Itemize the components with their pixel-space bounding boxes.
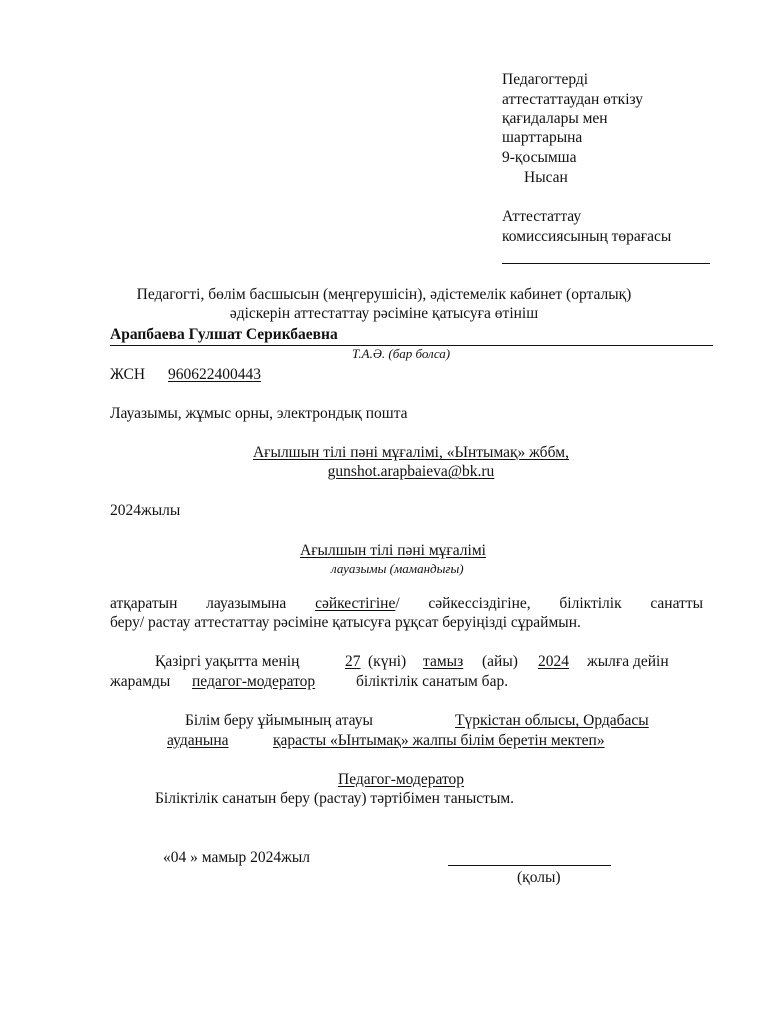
current-text-1: Қазіргі уақытта менің xyxy=(155,653,300,670)
organization-value-1: Түркістан облысы, Ордабасы xyxy=(455,712,649,729)
header-line-3: қағидалары мен xyxy=(502,110,608,127)
current-day: 27 xyxy=(345,653,361,670)
header-line-6: Нысан xyxy=(524,169,568,186)
current-month: тамыз xyxy=(423,653,464,670)
request-text-2: / сәйкессіздігіне, біліктілік санатты xyxy=(395,595,704,612)
current-text-5: жарамды xyxy=(110,673,171,690)
header-line-1: Педагогтерді xyxy=(502,71,589,88)
target-category: Педагог-модератор xyxy=(338,771,465,788)
request-line-1 xyxy=(110,594,703,614)
position-workplace: Ағылшын тілі пәні мұғалімі, «Ынтымақ» жббм, xyxy=(252,444,569,461)
request-conformity: сәйкестігіне xyxy=(315,595,396,612)
current-text-4: жылға дейін xyxy=(587,653,669,670)
current-text-6: біліктілік санатым бар. xyxy=(356,673,509,690)
current-category: педагог-модератор xyxy=(192,673,316,690)
year-text: 2024жылы xyxy=(110,502,181,519)
position-value: Ағылшын тілі пәні мұғалімі xyxy=(300,542,486,559)
acquainted-text: Біліктілік санатын беру (растау) тәртібімен таныстым. xyxy=(155,790,515,807)
signature-line xyxy=(448,865,611,866)
request-line-2: беру/ растау аттестаттау рәсіміне қатысуға рұқсат беруіңізді сұраймын. xyxy=(110,614,581,631)
current-text-2: (күні) xyxy=(368,653,407,670)
iin-value: 960622400443 xyxy=(168,366,261,383)
organization-label: Білім беру ұйымының атауы xyxy=(185,712,373,729)
header-line-5: 9-қосымша xyxy=(502,149,577,166)
name-caption: Т.А.Ә. (бар болса) xyxy=(352,346,451,361)
email-value: gunshot.arapbaieva@bk.ru xyxy=(327,463,495,480)
chair-signature-line xyxy=(502,263,710,264)
chair-line-1: Аттестаттау xyxy=(502,208,582,225)
title-line-2: әдіскерін аттестаттау рәсіміне қатысуға өтініш xyxy=(229,305,539,322)
header-line-4: шарттарына xyxy=(502,129,583,146)
current-year: 2024 xyxy=(538,653,569,670)
organization-text-1: ауданына xyxy=(167,732,229,749)
header-line-2: аттестаттаудан өткізу xyxy=(502,91,644,108)
chair-line-2: комиссиясының төрағасы xyxy=(502,228,672,245)
applicant-name: Арапбаева Гулшат Серикбаевна xyxy=(110,326,338,343)
request-text-1: атқаратын лауазымына xyxy=(110,595,287,612)
signature-date: «04 » мамыр 2024жыл xyxy=(163,849,311,866)
current-text-3: (айы) xyxy=(482,653,518,670)
iin-label: ЖСН xyxy=(110,366,146,383)
signature-caption: (қолы) xyxy=(517,869,561,886)
position-caption: лауазымы (мамандығы) xyxy=(331,561,464,576)
organization-value-2: қарасты «Ынтымақ» жалпы білім беретін мектеп» xyxy=(273,732,605,749)
title-line-1: Педагогті, бөлім басшысын (меңгерушісін), әдістемелік кабинет (орталық) xyxy=(136,286,632,303)
position-label: Лауазымы, жұмыс орны, электрондық пошта xyxy=(110,405,408,422)
